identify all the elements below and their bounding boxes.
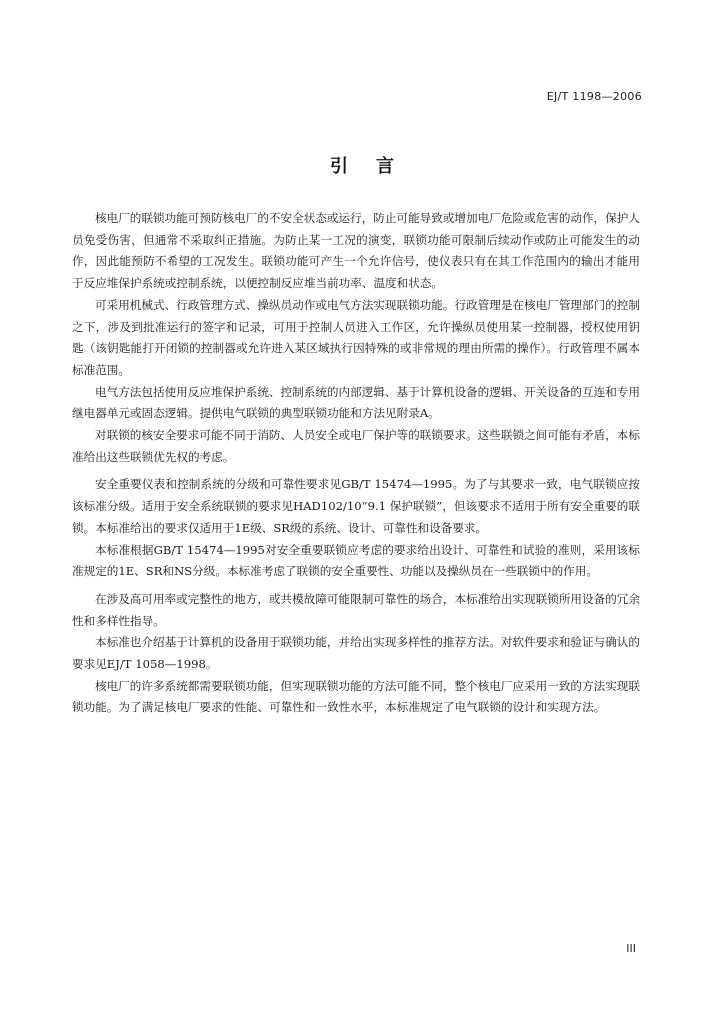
page-number: III [626, 942, 636, 955]
body-text [72, 208, 640, 719]
paragraph: 本标准根据GB/T 15474—1995对安全重要联锁应考虑的要求给出设计、可靠性和试验的准则，采用该标准规定的1E、SR和NS分级。本标准考虑了联锁的安全重要性、功能以及操纵员在一些联锁中的作用。 [72, 542, 640, 579]
paragraph: 可采用机械式、行政管理方式、操纵员动作或电气方法实现联锁功能。行政管理是在核电厂管理部门的控制之下，涉及到批准运行的签字和记录，可用于控制人员进入工作区，允许操纵员使用某一控制器，授权使用钥匙（该钥匙能打开闭锁的控制器或允许进入某区域执行因特殊的或非常规的理由所需的操作）。行政管理不属本标准范围。 [72, 297, 640, 377]
paragraph: 电气方法包括使用反应堆保护系统、控制系统的内部逻辑、基于计算机设备的逻辑、开关设备的互连和专用继电器单元或固态逻辑。提供电气联锁的典型联锁功能和方法见附录A。 [72, 384, 640, 421]
paragraph: 核电厂的许多系统都需要联锁功能，但实现联锁功能的方法可能不同，整个核电厂应采用一致的方法实现联锁功能。为了满足核电厂要求的性能、可靠性和一致性水平，本标准规定了电气联锁的设计和实现方法。 [72, 678, 640, 715]
paragraph: 在涉及高可用率或完整性的地方，或共模故障可能限制可靠性的场合，本标准给出实现联锁所用设备的冗余性和多样性指导。 [72, 591, 640, 628]
document-code: EJ/T 1198—2006 [546, 90, 642, 103]
paragraph: 对联锁的核安全要求可能不同于消防、人员安全或电厂保护等的联锁要求。这些联锁之间可能有矛盾，本标准给出这些联锁优先权的考虑。 [72, 428, 640, 464]
paragraph: 安全重要仪表和控制系统的分级和可靠性要求见GB/T 15474—1995。为了与其要求一致，电气联锁应按该标准分级。适用于安全系统联锁的要求见HAD102/10“9.1 保护联锁”，但该要求不适用于所有安全重要的联锁。本标准给出的要求仅适用于1E级、SR级的系统、设计、可靠性和设备要求。 [72, 477, 640, 535]
paragraph: 核电厂的联锁功能可预防核电厂的不安全状态或运行，防止可能导致或增加电厂危险或危害的动作，保护人员免受伤害，但通常不采取纠正措施。为防止某一工况的演变，联锁功能可限制后续动作或防止可能发生的动作，因此能预防不希望的工况发生。联锁功能可产生一个允许信号，使仪表只有在其工作范围内的输出才能用于反应堆保护系统或控制系统，以便控制反应堆当前功率、温度和状态。 [72, 211, 640, 291]
paragraph: 本标准也介绍基于计算机的设备用于联锁功能，并给出实现多样性的推荐方法。对软件要求和验证与确认的要求见EJ/T 1058—1998。 [72, 635, 640, 672]
section-title: 引言 [330, 156, 422, 177]
